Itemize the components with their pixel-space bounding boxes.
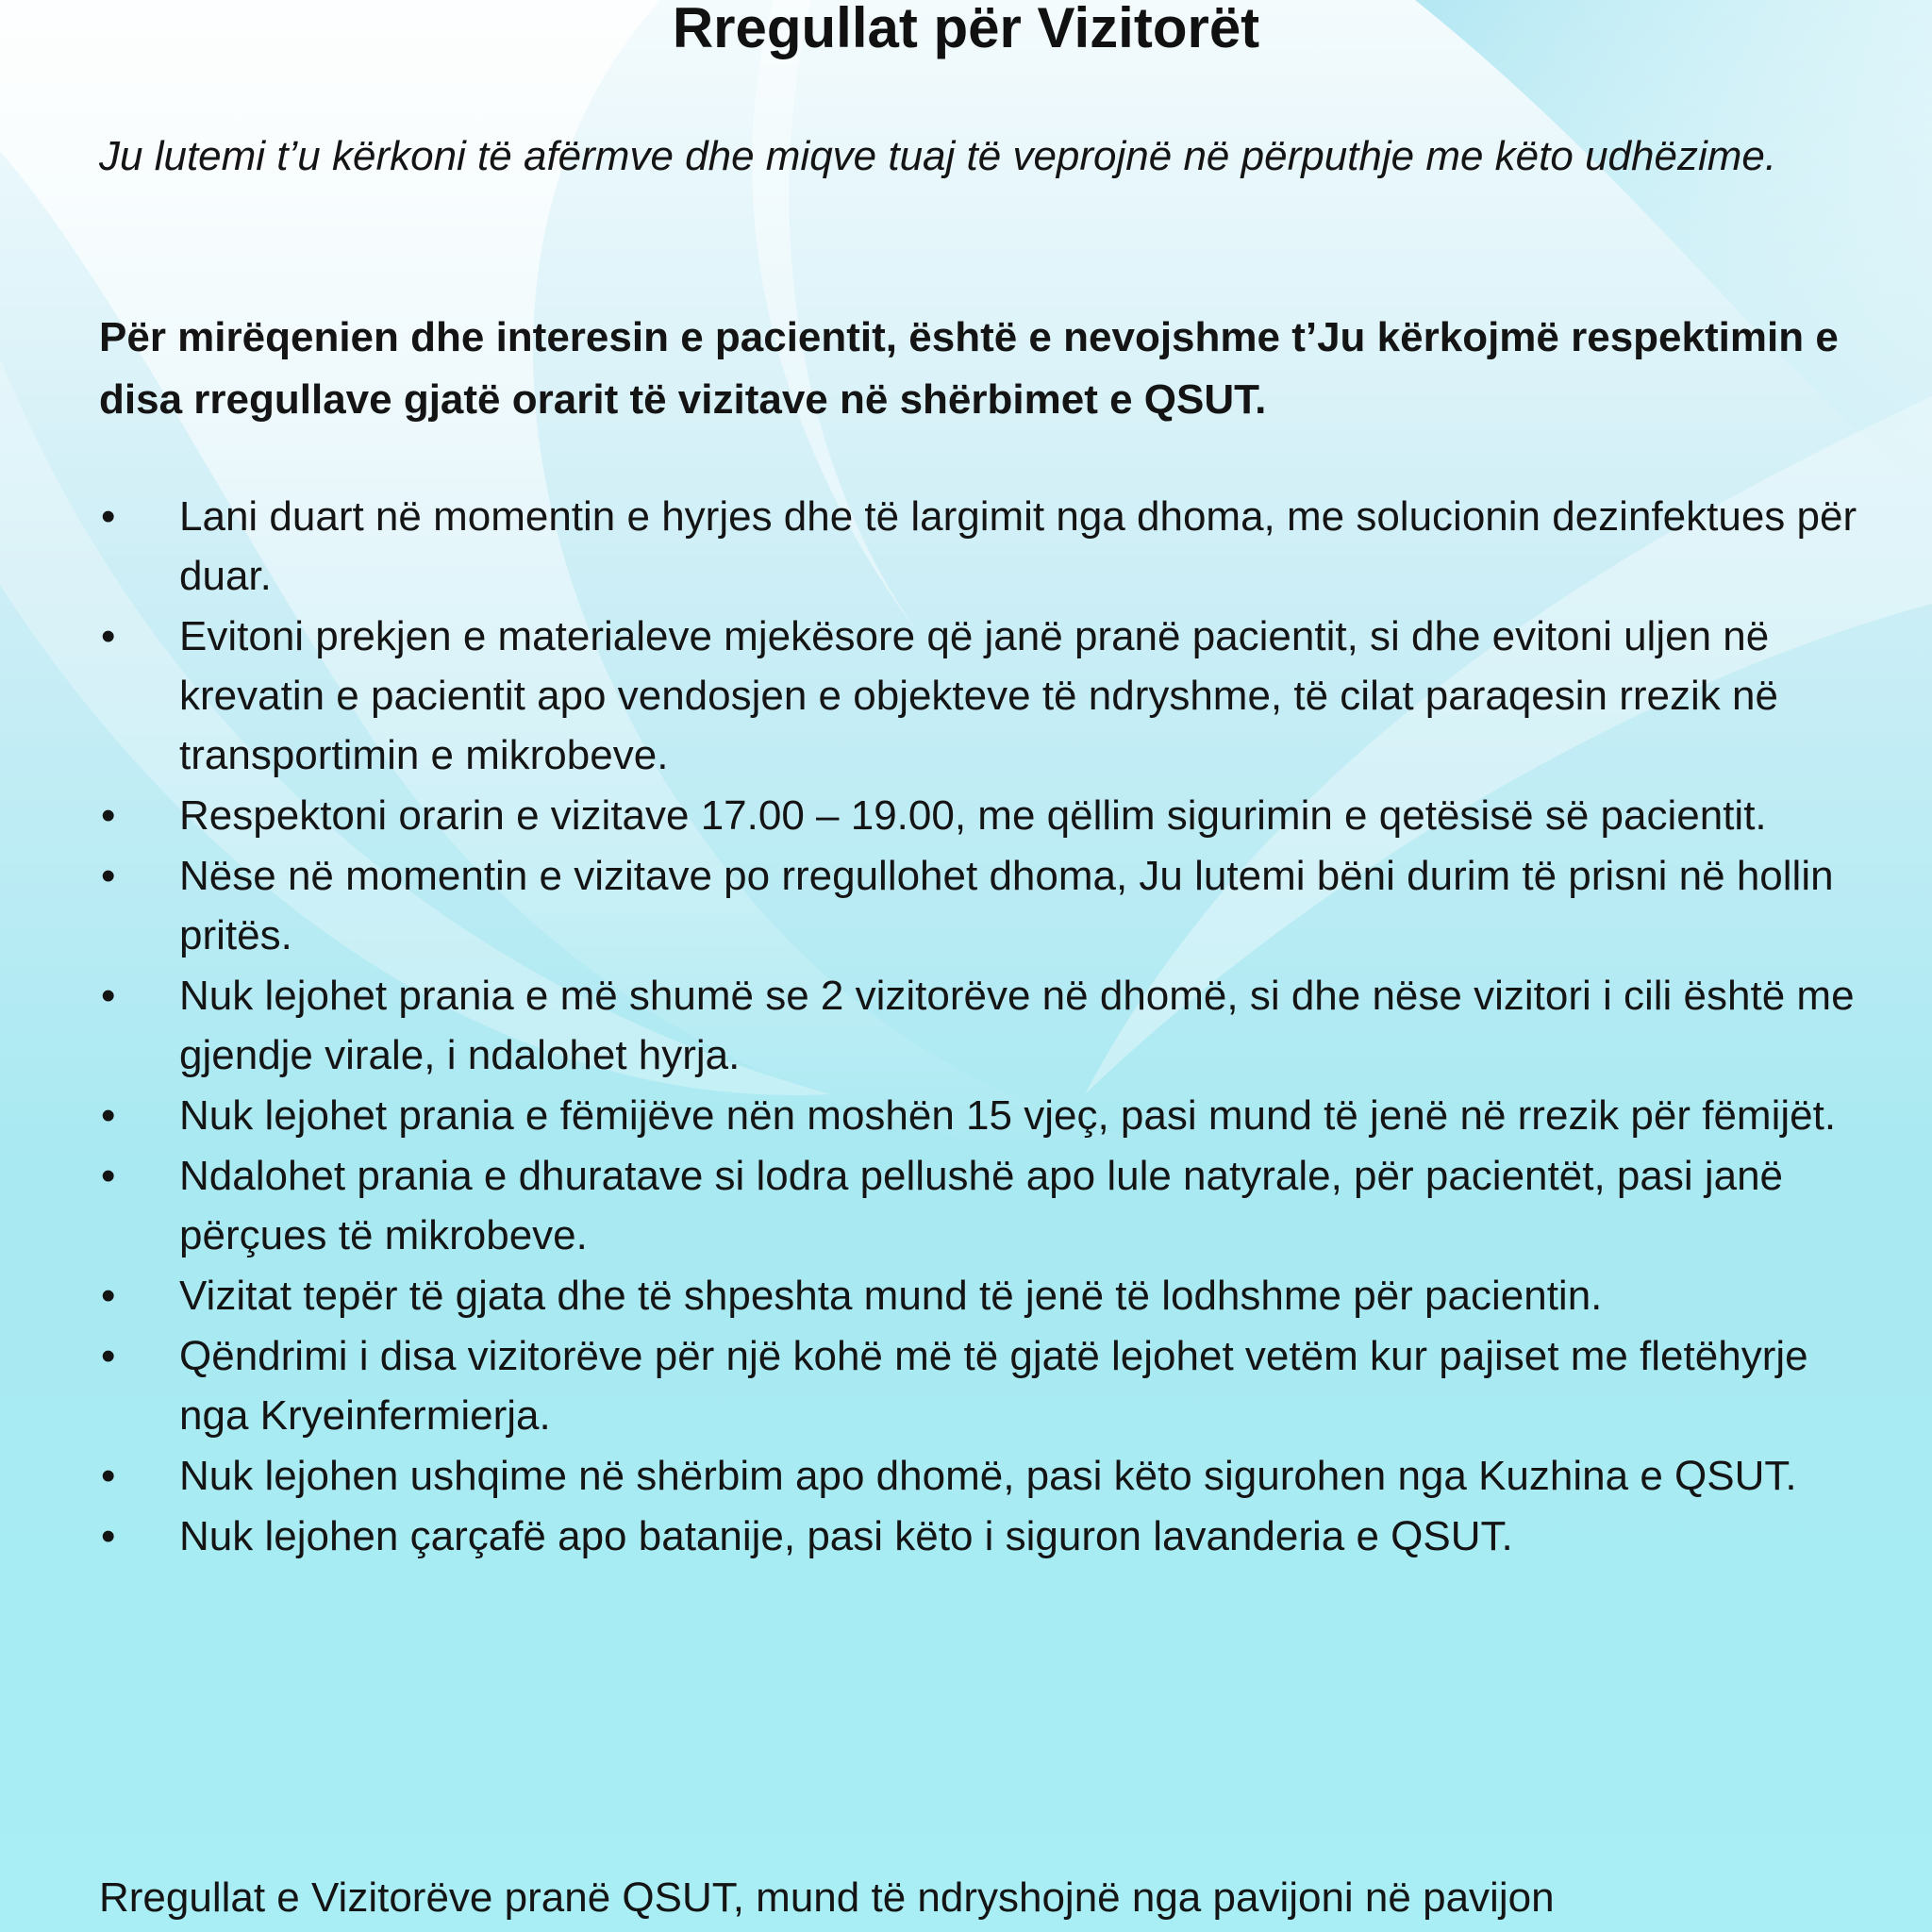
rule-text: Lani duart në momentin e hyrjes dhe të largimit nga dhoma, me solucionin dezinfektues për duar. xyxy=(179,493,1857,599)
rule-text: Nuk lejohen ushqime në shërbim apo dhomë, pasi këto sigurohen nga Kuzhina e QSUT. xyxy=(179,1453,1797,1499)
rule-item xyxy=(99,1446,1873,1506)
rule-item xyxy=(99,1086,1873,1145)
rule-text: Vizitat tepër të gjata dhe të shpeshta mund të jenë të lodhshme për pacientin. xyxy=(179,1273,1603,1319)
rule-item xyxy=(99,1326,1873,1445)
rule-item xyxy=(99,1146,1873,1265)
rule-item xyxy=(99,487,1873,606)
bullet-icon: • xyxy=(101,1453,116,1499)
bullet-icon: • xyxy=(101,1273,116,1319)
bullet-icon: • xyxy=(101,792,116,839)
lead-paragraph: Për mirëqenien dhe interesin e pacientit, është e nevojshme t’Ju kërkojmë respektimin e disa rregullave gjatë orarit të vizitave në shërbimet e QSUT. xyxy=(99,314,1839,423)
bullet-icon: • xyxy=(101,973,116,1019)
rule-item xyxy=(99,966,1873,1085)
bullet-icon: • xyxy=(101,1333,116,1379)
bullet-icon: • xyxy=(101,1513,116,1559)
rule-text: Nuk lejohet prania e më shumë se 2 vizitorëve në dhomë, si dhe nëse vizitori i cili është me gjendje virale, i ndalohet hyrja. xyxy=(179,973,1855,1078)
bullet-icon: • xyxy=(101,1153,116,1199)
rule-text: Nuk lejohet prania e fëmijëve nën moshën 15 vjeç, pasi mund të jenë në rrezik për fëmijët. xyxy=(179,1092,1837,1139)
rule-text: Respektoni orarin e vizitave 17.00 – 19.00, me qëllim sigurimin e qetësisë së pacientit. xyxy=(179,792,1767,839)
bullet-icon: • xyxy=(101,1092,116,1139)
bullet-icon: • xyxy=(101,853,116,899)
footer-note: Rregullat e Vizitorëve pranë QSUT, mund të ndryshojnë nga pavijoni në pavijon xyxy=(99,1874,1555,1921)
rules-list xyxy=(99,487,1873,1567)
rule-item xyxy=(99,1266,1873,1325)
rule-text: Qëndrimi i disa vizitorëve për një kohë më të gjatë lejohet vetëm kur pajiset me fletëhyrje nga Kryeinfermierja. xyxy=(179,1333,1808,1439)
bullet-icon: • xyxy=(101,613,116,659)
bullet-icon: • xyxy=(101,493,116,540)
rule-item xyxy=(99,1507,1873,1566)
rule-text: Evitoni prekjen e materialeve mjekësore që janë pranë pacientit, si dhe evitoni uljen në krevatin e pacientit apo vendosjen e objekteve të ndryshme, të cilat paraqesin rrezik në transportimin e mikrobeve. xyxy=(179,613,1778,778)
document-title: Rregullat për Vizitorët xyxy=(672,0,1260,59)
rule-text: Nëse në momentin e vizitave po rregullohet dhoma, Ju lutemi bëni durim të prisni në hollin pritës. xyxy=(179,853,1834,958)
rule-text: Ndalohet prania e dhuratave si lodra pellushë apo lule natyrale, për pacientët, pasi janë përçues të mikrobeve. xyxy=(179,1153,1784,1258)
rule-item xyxy=(99,786,1873,845)
intro-paragraph: Ju lutemi t’u kërkoni të afërmve dhe miqve tuaj të veprojnë në përputhje me këto udhëzime. xyxy=(99,133,1777,179)
rule-text: Nuk lejohen çarçafë apo batanije, pasi këto i siguron lavanderia e QSUT. xyxy=(179,1513,1513,1559)
rule-item xyxy=(99,846,1873,965)
rule-item xyxy=(99,607,1873,785)
